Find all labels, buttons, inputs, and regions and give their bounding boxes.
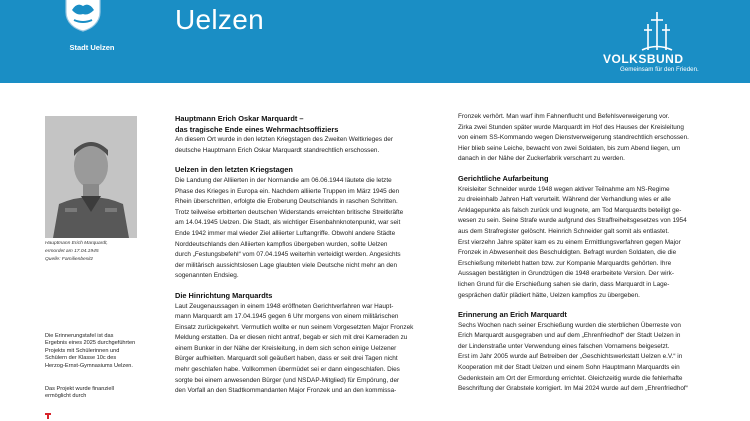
text-column-right: Fronzek verhört. Man warf ihm Fahnenflucht und Befehlsverweigerung vor. Zirka zwei Stunden später wurde Marquardt im Hof des Hauses der Kreisleitung von einem SS-Kommando wegen Dienstverweigerung standrechtlich erschossen. Hier blieb seine Leiche, bewacht von zwei Soldaten, bis zum Abend liegen, um danach in der Nähe der Zuckerfabrik verscharrt zu werden. Gerichtliche Aufarbeitung Kreisleiter Schneider wurde 1948 wegen aktiver Teilnahme am NS-Regime zu dreieinhalb Jahren Haft verurteilt. Während der Verhandlung wies er alle Anklagepunkte als falsch zurück und leugnete, am Tod Marquardts beteiligt ge- wesen zu sein. Seine Strafe wurde aufgrund des Straffreiheitsgesetzes von 1954 aus dem Strafregister gelöscht. Heinrich Schneider galt somit als entlastet. Erst vierzehn Jahre später kam es zu einem Ermittlungsverfahren gegen Major Fronzek in Abwesenheit des Beschuldigten. Befragt wurden Soldaten, die die Erschießung miterlebt hatten bzw. zur Kompanie Marquardts gehörten. Ihre Aussagen bestätigten in Grundzügen die 1948 erarbeitete Version. Der wirk- lichen Grund für die Erschießung sahen sie darin, dass Marquardt in Lage- gesprächen dafür plädiert hätte, Uelzen kampflos zu übergeben. Erinnerung an Erich Marquardt Sechs Wochen nach seiner Erschießung wurden die sterblichen Überreste von Erich Marquardt ausgegraben und auf dem „Ehrenfriedhof“ der Stadt Uelzen in der Lindenstraße unter Verwendung eines falschen Vornamens beigesetzt. Erst im Jahr 2005 wurde auf Betreiben der „Geschichtswerkstatt Uelzen e.V.“ in Kooperation mit der Stadt Uelzen und einem Sohn Hauptmann Marquardts ein Gedenkstein am Ort der Ermordung errichtet. Gleichzeitig wurde die fehlerhafte Beschriftung der Grabstele korrigiert. Im Mai 2024 wurde auf dem „Ehrenfriedhof“ — [458, 112, 720, 395]
project-info: Die Erinnerungstafel ist das Ergebnis eines 2025 durchgeführten Projekts mit Schülerinnen und Schülern der Klasse 10c des Herzog-Ernst-Gymnasiums Uelzen. — [45, 333, 136, 369]
portrait-photo — [45, 116, 137, 238]
volksbund-crosses-icon — [640, 10, 674, 52]
funding-info: Das Projekt wurde finanziell ermöglicht durch — [45, 386, 115, 400]
photo-caption-line: Hauptmann Erich Marquardt, — [45, 241, 108, 246]
section-heading: Die Hinrichtung Marquardts — [175, 290, 273, 300]
sponsor-logo-icon — [45, 413, 51, 419]
org-name: VOLKSBUND — [603, 52, 684, 66]
section-heading: Gerichtliche Aufarbeitung — [458, 173, 549, 183]
article-title: das tragische Ende eines Wehrmachtsoffiziers — [175, 124, 339, 134]
header-banner — [0, 0, 750, 83]
city-crest-icon — [64, 0, 102, 32]
section-heading: Erinnerung an Erich Marquardt — [458, 310, 567, 320]
article-title: Hauptmann Erich Oskar Marquardt – — [175, 114, 304, 123]
city-label: Stadt Uelzen — [69, 43, 115, 52]
text-column-left: Hauptmann Erich Oskar Marquardt – das tragische Ende eines Wehrmachtsoffiziers An diesem Ort wurde in den letzten Kriegstagen des Zweiten Weltkrieges der deutsche Hauptmann Erich Oskar Marquardt standrechtlich erschossen. Uelzen in den letzten Kriegstagen Die Landung der Alliierten in der Normandie am 06.06.1944 läutete die letzte Phase des Krieges in Europa ein. Nachdem alliierte Truppen im März 1945 den Rhein überschritten, erfolgte die Eroberung Deutschlands in raschen Schritten. Trotz teilweise erbitterten deutschen Widerstands erreichten britische Streitkräfte am 14.04.1945 Uelzen. Die Stadt, als wichtiger Eisenbahnknotenpunkt, war seit Ende 1942 immer mal wieder Ziel alliierter Luftangriffe. Obwohl andere Städte Norddeutschlands den Alliierten kampflos übergeben wurden, sollte Uelzen durch „Festungsbefehl“ vom 07.04.1945 weiterhin verteidigt werden. Angesichts der militärisch aussichtslosen Lage glaubten viele Deutsche nicht mehr an den sogenannten Endsieg. Die Hinrichtung Marquardts Laut Zeugenaussagen in einem 1948 eröffneten Gerichtverfahren war Haupt- mann Marquardt am 17.04.1945 gegen 6 Uhr morgens von einem militärischen Einsatz zurückgekehrt. Vermutlich wollte er nun seinem Vorgesetzten Major Fronzek Meldung erstatten. Da er diesen nicht antraf, begab er sich mit drei Kameraden zu einem Bunker in der Nähe der Kreisleitung, in dem sich schon einige Uelzener Bürger aufhielten. Marquardt soll geäußert haben, dass er seit drei Tagen nicht mehr geschlafen habe. Vollkommen übermüdet sei er dann eingeschlafen. Dies sorgte bei einem anwesenden Bürger (und NSDAP-Mitglied) für Empörung, der den Vorfall an den Stadtkommandanten Major Fronzek und an den kommissa- — [175, 114, 437, 397]
page-title: Uelzen — [175, 4, 264, 35]
photo-caption-line: Quelle: Familienbesitz — [45, 257, 94, 262]
section-heading: Uelzen in den letzten Kriegstagen — [175, 165, 293, 175]
org-slogan: Gemeinsam für den Frieden. — [620, 66, 699, 73]
photo-caption-line: ermordet am 17.04.1945 — [45, 249, 99, 254]
